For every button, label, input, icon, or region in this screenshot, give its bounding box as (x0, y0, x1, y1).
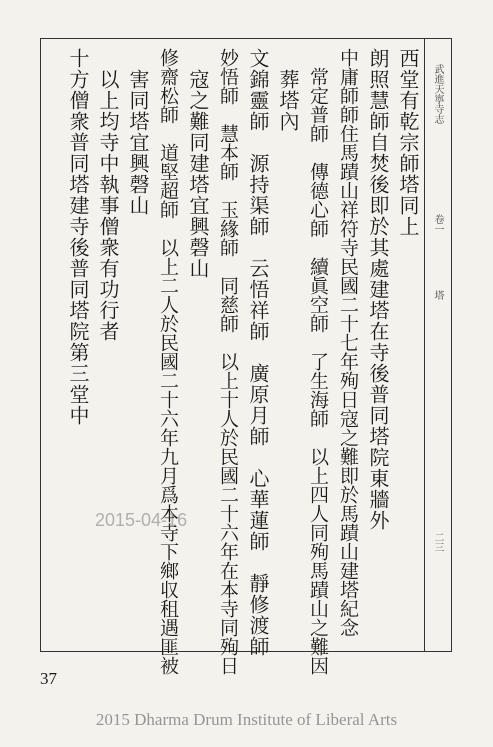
text-column-7: 妙悟師 慧本師 玉緣師 同慈師 以上十人於民國二十六年在本寺同殉日 (217, 48, 239, 675)
text-column-6: 文錦靈師 源持渠師 云悟祥師 廣原月師 心華蓮師 靜修渡師 (246, 48, 270, 657)
text-column-2: 朗照慧師自焚後即於其處建塔在寺後普同塔院東牆外 (366, 48, 390, 531)
text-column-3: 中庸師師住馬蹟山祥符寺民國二十七年殉日寇之難即於馬蹟山建塔紀念 (337, 48, 359, 637)
text-column-5: 葬塔內 (276, 48, 300, 132)
text-column-9: 修齋松師 道堅超師 以上二人於民國二十六年九月爲本寺下鄉収租遇匪被 (157, 48, 179, 675)
leaf-number-margin: 二三 (432, 532, 443, 552)
text-column-11: 以上均寺中執事僧衆有功行者 (96, 48, 120, 342)
watermark: 2015 Dharma Drum Institute of Liberal Arts (95, 710, 398, 729)
text-column-4: 常定普師 傳德心師 續眞空師 了生海師 以上四人同殉馬蹟山之難因 (307, 48, 329, 675)
text-column-10: 害同塔宜興磬山 (126, 48, 150, 216)
date-stamp: 2015-04-16 (95, 510, 188, 530)
margin-rule (424, 38, 425, 652)
book-title-margin: 武進天寧寺志 (432, 64, 443, 124)
text-column-8: 寇之難同建塔宜興磬山 (186, 48, 210, 279)
volume-margin: 卷一 (432, 214, 443, 234)
text-column-12: 十方僧衆普同塔建寺後普同塔院第三堂中 (66, 48, 90, 426)
section-margin: 塔 (432, 290, 443, 300)
page-number: 37 (40, 669, 57, 688)
text-column-1: 西堂有乾宗師塔同上 (396, 48, 420, 237)
